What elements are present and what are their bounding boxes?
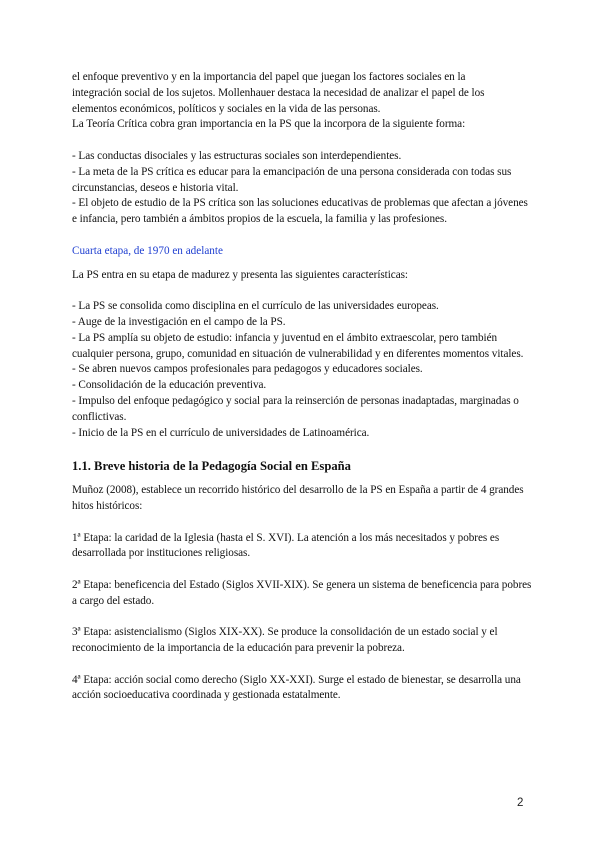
- list-item: - Consolidación de la educación preventiva.: [72, 379, 267, 392]
- paragraph: La PS entra en su etapa de madurez y presenta las siguientes características:: [72, 268, 408, 281]
- list-item: - Inicio de la PS en el currículo de universidades de Latinoamérica.: [72, 426, 370, 439]
- intro-line: integración social de los sujetos. Mollenhauer destaca la necesidad de analizar el papel de los: [72, 86, 485, 99]
- list-item: - La PS amplía su objeto de estudio: infancia y juventud en el ámbito extraescolar, pero también cualquier persona, grupo, comunidad en situación de vulnerabilidad y en diferentes momentos vitales.: [72, 331, 524, 360]
- page-number: 2: [517, 797, 524, 809]
- stage-paragraph: 4ª Etapa: acción social como derecho (Siglo XX-XXI). Surge el estado de bienestar, se desarrolla una acción socioeducativa coordinada y gestionada estatalmente.: [72, 673, 521, 702]
- document-page: [72, 70, 534, 704]
- list-item: - Auge de la investigación en el campo de la PS.: [72, 315, 286, 328]
- stage-paragraph: 1ª Etapa: la caridad de la Iglesia (hasta el S. XVI). La atención a los más necesitados y pobres es desarrollada por instituciones religiosas.: [72, 531, 500, 560]
- list-item: - Se abren nuevos campos profesionales para pedagogos y educadores sociales.: [72, 363, 423, 376]
- stage-paragraph: 2ª Etapa: beneficencia del Estado (Siglos XVII-XIX). Se genera un sistema de beneficencia para pobres a cargo del estado.: [72, 578, 532, 607]
- list-item: - La meta de la PS crítica es educar para la emancipación de una persona considerada con todas sus circunstancias, deseos e historia vital.: [72, 165, 512, 194]
- list-item: - Impulso del enfoque pedagógico y social para la reinserción de personas inadaptadas, marginadas o conflictivas.: [72, 394, 519, 423]
- list-item: - Las conductas disociales y las estructuras sociales son interdependientes.: [72, 149, 402, 162]
- list-item: - El objeto de estudio de la PS crítica son las soluciones educativas de problemas que afectan a jóvenes e infancia, pero también a ámbitos propios de la escuela, la familia y las profesiones.: [72, 197, 528, 226]
- section-subheading: Cuarta etapa, de 1970 en adelante: [72, 244, 223, 257]
- intro-line: elementos económicos, políticos y sociales en la vida de las personas.: [72, 102, 381, 115]
- stage-paragraph: 3ª Etapa: asistencialismo (Siglos XIX-XX). Se produce la consolidación de un estado social y el reconocimiento de la importancia de la educación para prevenir la pobreza.: [72, 626, 498, 655]
- paragraph: Muñoz (2008), establece un recorrido histórico del desarrollo de la PS en España a partir de 4 grandes hitos históricos:: [72, 484, 524, 512]
- section-heading: 1.1. Breve historia de la Pedagogía Social en España: [72, 459, 351, 474]
- intro-line: La Teoría Crítica cobra gran importancia en la PS que la incorpora de la siguiente forma:: [72, 118, 466, 131]
- intro-line: el enfoque preventivo y en la importancia del papel que juegan los factores sociales en la: [72, 71, 466, 83]
- list-item: - La PS se consolida como disciplina en el currículo de las universidades europeas.: [72, 300, 439, 313]
